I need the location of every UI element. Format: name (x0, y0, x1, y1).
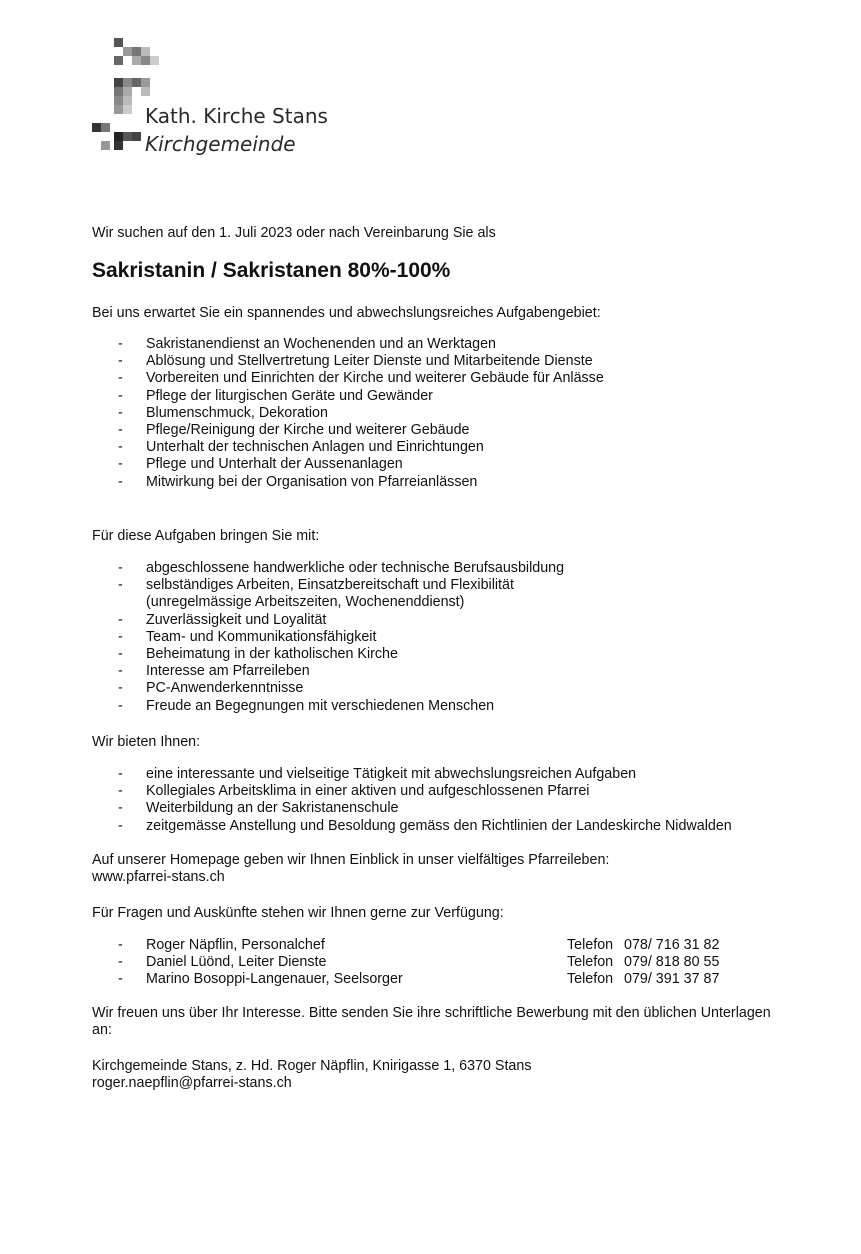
closing-line2: an: (92, 1022, 112, 1038)
closing-line1: Wir freuen uns über Ihr Interesse. Bitte senden Sie ihre schriftliche Bewerbung mit den üblichen Unterlagen (92, 1005, 771, 1021)
email-link[interactable]: roger.naepflin@pfarrei-stans.ch (92, 1075, 292, 1091)
phone-label: Telefon (567, 971, 614, 988)
homepage-text: Auf unserer Homepage geben wir Ihnen Einblick in unser vielfältiges Pfarreileben: (92, 852, 610, 868)
contact-name: Daniel Lüönd, Leiter Dienste (146, 954, 327, 971)
contact-row: - Roger Näpflin, Personalchef Telefon 078/ 716 31 82 (118, 937, 720, 953)
phone-number[interactable]: 079/ 818 80 55 (624, 954, 720, 971)
contact-name: Marino Bosoppi-Langenauer, Seelsorger (146, 971, 403, 988)
phone-label: Telefon (567, 937, 614, 953)
phone-label: Telefon (567, 954, 614, 971)
contact-row: - Marino Bosoppi-Langenauer, Seelsorger Telefon 079/ 391 37 87 (118, 971, 720, 988)
requirements-heading: Für diese Aufgaben bringen Sie mit: (92, 528, 320, 544)
logo-title: Kath. Kirche Stans (145, 104, 328, 128)
address-line: Kirchgemeinde Stans, z. Hd. Roger Näpflin, Knirigasse 1, 6370 Stans (92, 1058, 532, 1074)
logo-subtitle: Kirchgemeinde (145, 132, 296, 156)
contact-name: Roger Näpflin, Personalchef (146, 937, 325, 953)
offer-heading: Wir bieten Ihnen: (92, 734, 201, 750)
phone-number[interactable]: 078/ 716 31 82 (624, 937, 720, 953)
intro-text: Wir suchen auf den 1. Juli 2023 oder nach Vereinbarung Sie als (92, 225, 496, 241)
homepage-link[interactable]: www.pfarrei-stans.ch (92, 869, 225, 885)
job-title: Sakristanin / Sakristanen 80%-100% (92, 259, 451, 282)
contact-row: - Daniel Lüönd, Leiter Dienste Telefon 079/ 818 80 55 (118, 954, 720, 971)
tasks-heading: Bei uns erwartet Sie ein spannendes und abwechslungsreiches Aufgabengebiet: (92, 305, 601, 321)
contacts-list (118, 937, 738, 989)
phone-number[interactable]: 079/ 391 37 87 (624, 971, 720, 988)
questions-heading: Für Fragen und Auskünfte stehen wir Ihnen gerne zur Verfügung: (92, 905, 504, 921)
